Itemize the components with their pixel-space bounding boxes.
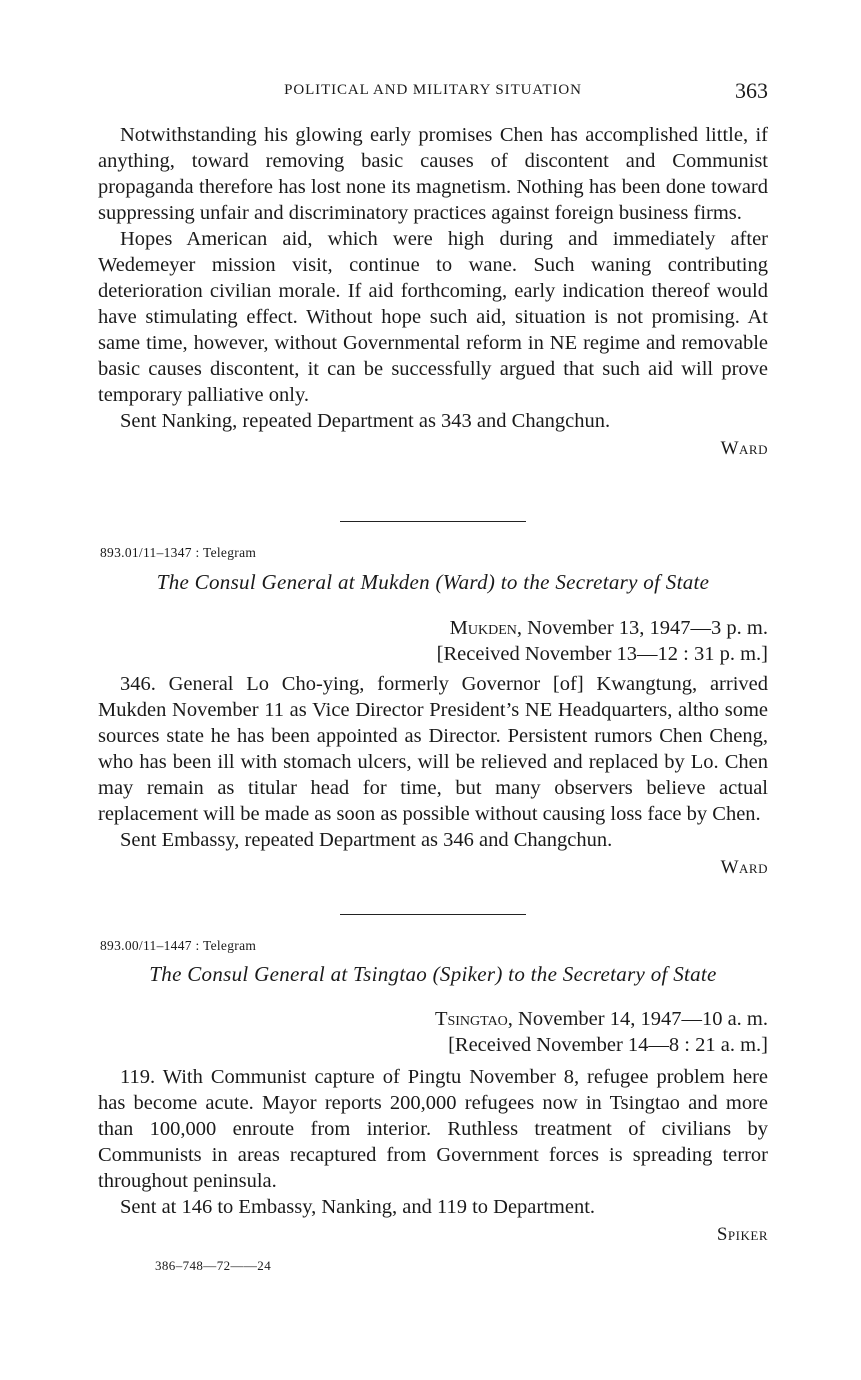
paragraph: Hopes American aid, which were high during and immediately after Wedemeyer mission visit, continue to wane. Such waning contributing deterioration civilian morale. If aid forthcoming, early indication thereof would have stimulating effect. Without hope such aid, situation is not promising. At same time, however, without Governmental reform in NE regime and removable basic causes discontent, it can be successfully argued that such aid will prove temporary palliative only. — [98, 228, 768, 406]
paragraph: Sent Nanking, repeated Department as 343 and Changchun. — [120, 410, 611, 432]
running-head-title: POLITICAL AND MILITARY SITUATION — [284, 82, 582, 98]
paragraph: 119. With Communist capture of Pingtu November 8, refugee problem here has become acute. Mayor reports 200,000 refugees now in Tsingtao and more than 100,000 enroute from interior. Ruthless treatment of civilians by Communists in areas recaptured from Government forces is spreading terror throughout peninsula. — [98, 1066, 768, 1192]
signature: Ward — [720, 438, 768, 459]
file-number: 893.01/11–1347 : Telegram — [100, 545, 257, 560]
paragraph: Sent at 146 to Embassy, Nanking, and 119 to Department. — [120, 1196, 596, 1218]
paragraph: Notwithstanding his glowing early promises Chen has accomplished little, if anything, toward removing basic causes of discontent and Communist propaganda therefore has lost none its magnetism. Nothing has been done toward suppressing unfair and discriminatory practices against foreign business firms. — [98, 124, 768, 224]
signature: Ward — [720, 857, 768, 878]
file-number: 893.00/11–1447 : Telegram — [100, 938, 257, 953]
telegram-title: The Consul General at Mukden (Ward) to the Secretary of State — [156, 570, 710, 594]
section-divider — [340, 914, 526, 915]
received-line: [Received November 13—12 : 31 p. m.] — [436, 643, 768, 665]
dateline-date: , November 14, 1947—10 a. m. — [507, 1008, 768, 1030]
printer-code: 386–748—72——24 — [155, 1258, 272, 1273]
received-line: [Received November 14—8 : 21 a. m.] — [448, 1034, 768, 1056]
dateline-place: Mukden — [449, 617, 517, 639]
paragraph: Sent Embassy, repeated Department as 346 and Changchun. — [120, 829, 613, 851]
continued-telegram — [98, 122, 768, 462]
telegram-title: The Consul General at Tsingtao (Spiker) to the Secretary of State — [149, 962, 717, 986]
telegram-body — [98, 1064, 768, 1248]
dateline-place: Tsingtao — [434, 1008, 508, 1030]
dateline — [437, 615, 768, 667]
dateline-date: , November 13, 1947—3 p. m. — [516, 617, 768, 639]
page-number: 363 — [735, 78, 768, 103]
signature: Spiker — [716, 1224, 768, 1245]
dateline — [435, 1006, 768, 1058]
paragraph: 346. General Lo Cho-ying, formerly Governor [of] Kwangtung, arrived Mukden November 11 as Vice Director President’s NE Headquarters, altho some sources state he has been appointed as Director. Persistent rumors Chen Cheng, who has been ill with stomach ulcers, will be relieved and replaced by Lo. Chen may remain as titular head for time, but many observers believe actual replacement will be made as soon as possible without causing loss face by Chen. — [98, 673, 768, 825]
telegram-body — [98, 671, 768, 881]
section-divider — [340, 521, 526, 522]
running-head — [98, 78, 768, 108]
